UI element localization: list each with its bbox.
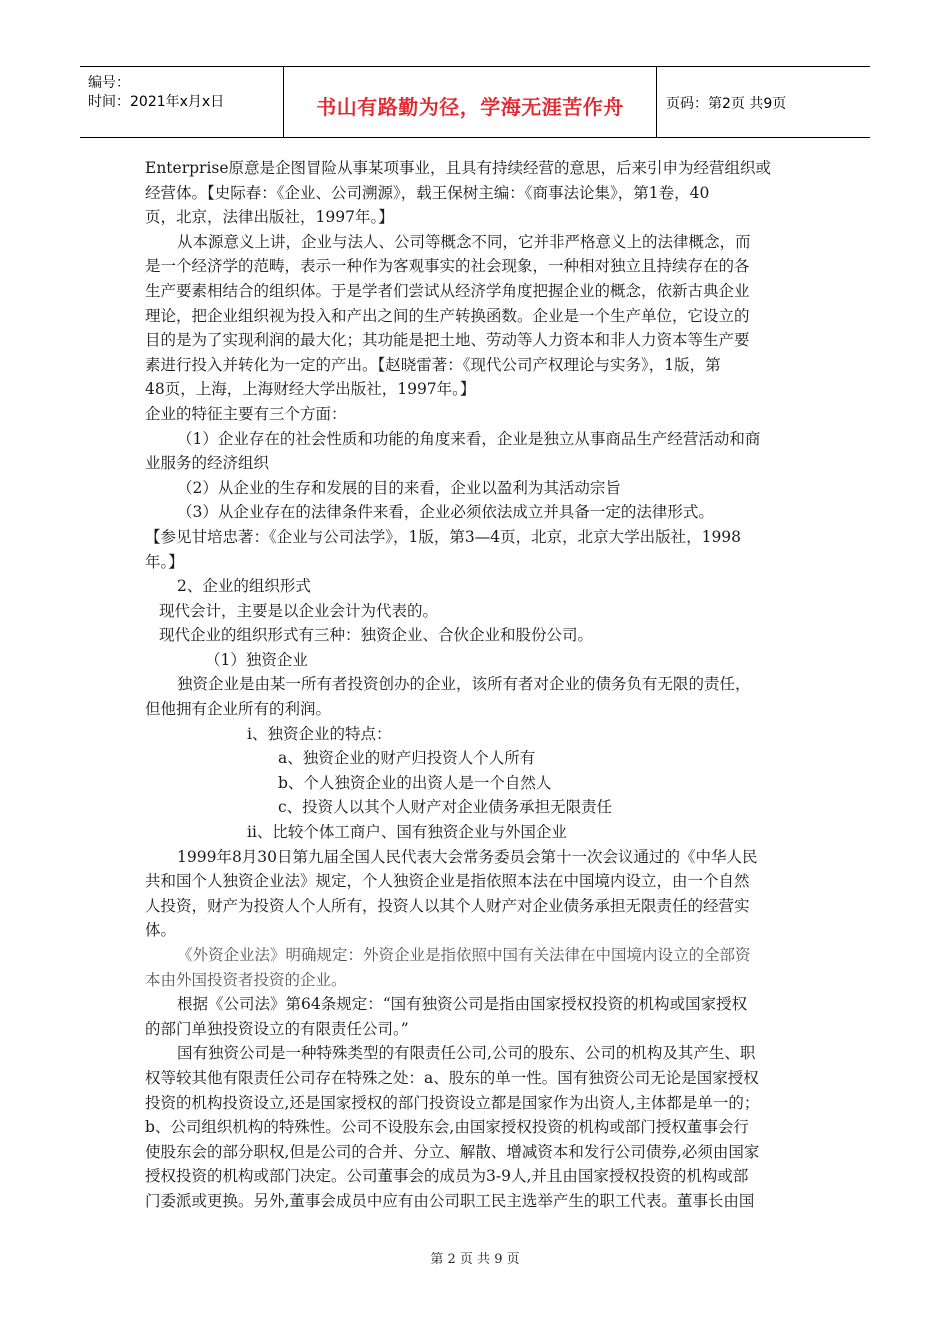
- body-line: 素进行投入并转化为一定的产出。【赵晓雷著：《现代公司产权理论与实务》，1版，第: [145, 355, 721, 374]
- body-line: （2）从企业的生存和发展的目的来看，企业以盈利为其活动宗旨: [177, 478, 621, 497]
- doc-code-label: 编号：: [88, 75, 130, 91]
- body-line: 经营体。【史际春：《企业、公司溯源》，载王保树主编：《商事法论集》，第1卷，40: [145, 183, 710, 202]
- body-line: 【参见甘培忠著：《企业与公司法学》，1版，第3—4页，北京，北京大学出版社，1998: [145, 527, 742, 546]
- body-line: 根据《公司法》第64条规定：“国有独资公司是指由国家授权投资的机构或国家授权: [177, 995, 748, 1014]
- body-line: Enterprise原意是企图冒险从事某项事业，且具有持续经营的意思，后来引申为经营组织或: [145, 159, 772, 177]
- body-line: 但他拥有企业所有的利润。: [145, 700, 332, 719]
- list-item: c、投资人以其个人财产对企业债务承担无限责任: [278, 798, 613, 817]
- body-line: （3）从企业存在的法律条件来看，企业必须依法成立并具备一定的法律形式。: [177, 503, 714, 522]
- list-item: b、个人独资企业的出资人是一个自然人: [278, 773, 552, 792]
- doc-date-label: 时间：2021年x月x日: [88, 94, 225, 110]
- list-heading: ⅰ、独资企业的特点：: [247, 724, 392, 743]
- body-line: 人投资，财产为投资人个人所有，投资人以其个人财产对企业债务承担无限责任的经营实: [145, 896, 750, 915]
- body-line: 企业的特征主要有三个方面：: [145, 404, 347, 423]
- body-line: 48页，上海，上海财经大学出版社，1997年。】: [145, 380, 476, 399]
- document-body: [145, 156, 815, 1214]
- body-line: 《外资企业法》明确规定：外资企业是指依照中国有关法律在中国境内设立的全部资: [177, 946, 751, 964]
- body-line: 年。】: [145, 552, 184, 571]
- subsection-heading: （1）独资企业: [205, 650, 308, 669]
- body-line: 国有独资公司是一种特殊类型的有限责任公司,公司的股东、公司的机构及其产生、职: [177, 1044, 756, 1063]
- body-line: 投资的机构投资设立,还是国家授权的部门投资设立都是国家作为出资人,主体都是单一的；: [145, 1093, 760, 1112]
- page-footer: 第 2 页 共 9 页: [430, 1252, 520, 1267]
- section-heading: 2、企业的组织形式: [177, 577, 311, 596]
- body-line: 是一个经济学的范畴，表示一种作为客观事实的社会现象，一种相对独立且持续存在的各: [145, 257, 750, 276]
- body-line: 页，北京，法律出版社，1997年。】: [145, 208, 394, 227]
- body-line: （1）企业存在的社会性质和功能的角度来看，企业是独立从事商品生产经营活动和商: [177, 429, 761, 448]
- header-right-cell: [656, 67, 870, 137]
- body-line: 目的是为了实现利润的最大化；其功能是把土地、劳动等人力资本和非人力资本等生产要: [145, 331, 750, 350]
- body-line: 体。: [145, 921, 177, 940]
- body-line: 共和国个人独资企业法》规定，个人独资企业是指依照本法在中国境内设立，由一个自然: [145, 872, 750, 891]
- body-line: 授权投资的机构或部门决定。公司董事会的成员为3-9人,并且由国家授权投资的机构或部: [145, 1167, 749, 1186]
- body-line: 现代企业的组织形式有三种：独资企业、合伙企业和股份公司。: [159, 626, 594, 645]
- body-line: 生产要素相结合的组织体。于是学者们尝试从经济学角度把握企业的概念，依新古典企业: [145, 281, 750, 300]
- body-line: 现代会计，主要是以企业会计为代表的。: [159, 601, 439, 620]
- body-line: 从本源意义上讲，企业与法人、公司等概念不同，它并非严格意义上的法律概念，而: [177, 232, 751, 251]
- body-line: 权等较其他有限责任公司存在特殊之处：a、股东的单一性。国有独资公司无论是国家授权: [145, 1068, 759, 1087]
- body-line: 的部门单独投资设立的有限责任公司。”: [145, 1019, 409, 1038]
- header-motto-cell: [283, 67, 657, 137]
- body-line: 使股东会的部分职权,但是公司的合并、分立、解散、增减资本和发行公司债券,必须由国家: [145, 1142, 760, 1161]
- header-motto: 书山有路勤为径，学海无涯苦作舟: [316, 95, 624, 119]
- list-item: a、独资企业的财产归投资人个人所有: [278, 749, 536, 768]
- page-header: [80, 66, 870, 138]
- body-line: 门委派或更换。另外,董事会成员中应有由公司职工民主选举产生的职工代表。董事长由国: [145, 1191, 755, 1210]
- body-line: 本由外国投资者投资的企业。: [145, 970, 347, 989]
- body-line: 理论，把企业组织视为投入和产出之间的生产转换函数。企业是一个生产单位，它设立的: [145, 306, 750, 325]
- body-line: 独资企业是由某一所有者投资创办的企业，该所有者对企业的债务负有无限的责任，: [177, 675, 751, 694]
- header-left-cell: [80, 67, 282, 137]
- body-line: 1999年8月30日第九届全国人民代表大会常务委员会第十一次会议通过的《中华人民: [177, 847, 758, 866]
- body-line: 业服务的经济组织: [145, 454, 270, 473]
- body-line: b、公司组织机构的特殊性。公司不设股东会,由国家授权投资的机构或部门授权董事会行: [145, 1118, 749, 1137]
- list-heading: ⅱ、比较个体工商户、国有独资企业与外国企业: [247, 823, 567, 842]
- header-page-label: 页码：第2页 共9页: [666, 96, 787, 112]
